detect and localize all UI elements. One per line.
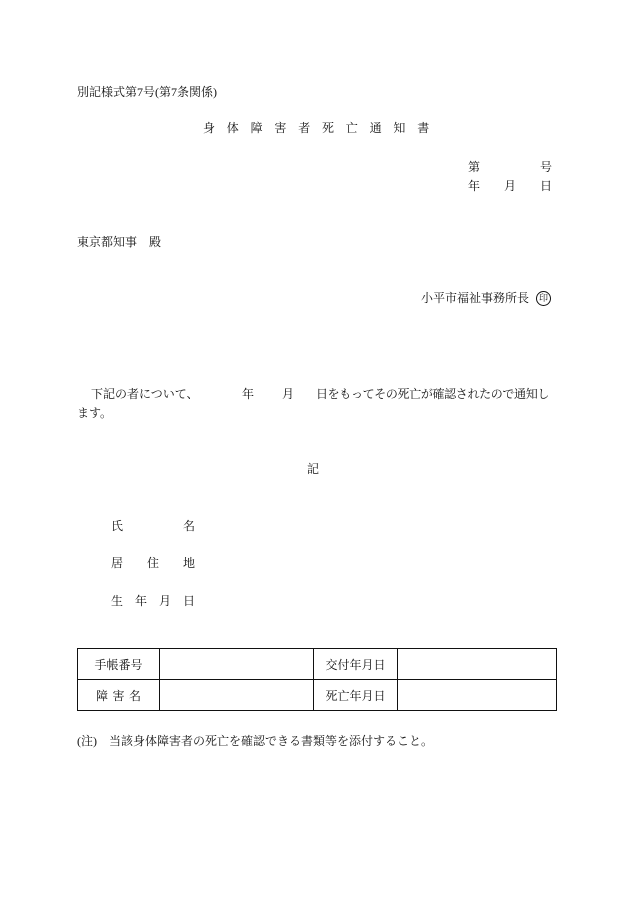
- body-line1-end: 日をもってその死亡が確認されたので通知し: [316, 387, 550, 401]
- disability-name-text: 障害名: [95, 688, 146, 703]
- notebook-number-label: 手帳番号: [78, 649, 160, 680]
- doc-number-suffix: 号: [540, 160, 553, 174]
- field-label-birthdate: 生年月日: [111, 594, 208, 608]
- issue-date-year: 年: [468, 179, 481, 193]
- doc-number-prefix: 第: [468, 160, 481, 174]
- notebook-number-value: [160, 649, 314, 680]
- death-date-value: [398, 680, 557, 711]
- death-date-label: 死亡年月日: [314, 680, 398, 711]
- issue-date-value: [398, 649, 557, 680]
- field-label-name: 氏名: [111, 519, 256, 533]
- body-line1-start: 下記の者について、: [91, 387, 199, 401]
- info-table: [77, 648, 557, 711]
- issue-date-label: 交付年月日: [314, 649, 398, 680]
- seal-mark: 印: [536, 291, 551, 306]
- body-line2: ます。: [77, 406, 113, 420]
- issuer-name: 小平市福祉事務所長: [421, 291, 530, 305]
- section-mark: 記: [307, 462, 320, 476]
- disability-name-label: [78, 680, 160, 711]
- table-row: [78, 649, 557, 680]
- disability-name-value: [160, 680, 314, 711]
- form-label: 別記様式第7号(第7条関係): [77, 85, 217, 99]
- field-label-address: 居住地: [111, 556, 220, 570]
- addressee: 東京都知事 殿: [77, 235, 162, 249]
- footnote: (注) 当該身体障害者の死亡を確認できる書類等を添付すること。: [77, 734, 433, 748]
- document-title: 身体障害者死亡通知書: [203, 121, 442, 135]
- body-month: 月: [282, 387, 295, 401]
- issue-date-month: 月: [504, 179, 517, 193]
- table-row: [78, 680, 557, 711]
- body-year: 年: [242, 387, 255, 401]
- issue-date-day: 日: [540, 179, 553, 193]
